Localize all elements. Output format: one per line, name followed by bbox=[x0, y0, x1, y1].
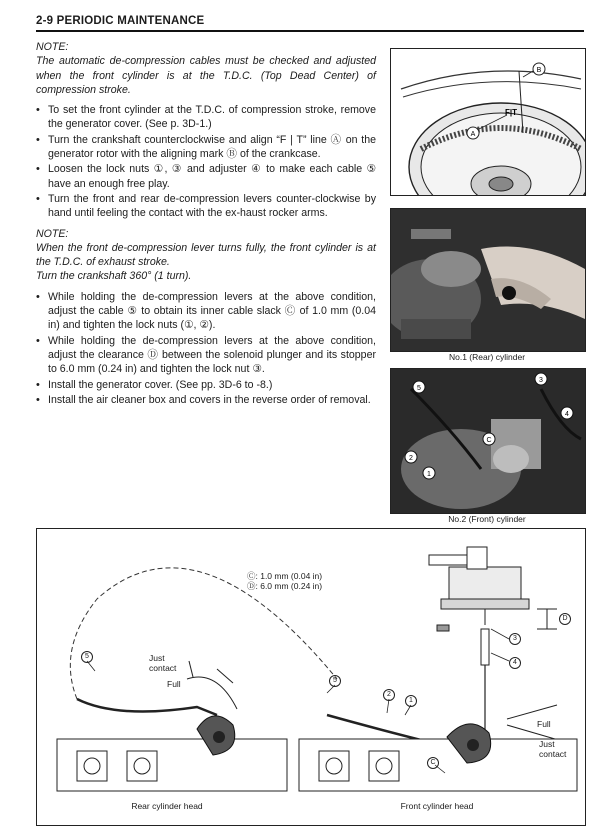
callout-5: 5 bbox=[417, 385, 421, 392]
callout-5-front: 5 bbox=[329, 675, 341, 687]
callout-3: 3 bbox=[539, 377, 543, 384]
callout-c: C bbox=[486, 437, 492, 444]
procedure-step: • Install the air cleaner box and covers in the reverse order of removal. bbox=[36, 393, 376, 407]
photo-caption: No.2 (Front) cylinder bbox=[448, 514, 526, 524]
procedure-step: • To set the front cylinder at the T.D.C. of compression stroke, remove the generator cover. (See p. 3D-1.) bbox=[36, 103, 376, 132]
spec-c: Ⓒ: 1.0 mm (0.04 in) bbox=[247, 571, 323, 581]
rotor-drawing bbox=[391, 49, 585, 195]
note-text: Turn the crankshaft 360° (1 turn). bbox=[36, 270, 192, 283]
callout-b: B bbox=[536, 67, 542, 74]
note-heading: NOTE: bbox=[36, 41, 69, 53]
note-text: When the front de-compression lever turns fully, the front cylinder is at the T.D.C. of exhaust stroke. bbox=[36, 241, 376, 269]
callout-3: 3 bbox=[509, 633, 521, 645]
front-head-caption: Front cylinder head bbox=[400, 801, 474, 811]
rotor-marking: F|T bbox=[505, 108, 518, 117]
callout-2: 2 bbox=[383, 689, 395, 701]
callout-4: 4 bbox=[565, 411, 569, 418]
procedure-step: • Turn the crankshaft counterclockwise and align “F | T” line Ⓐ on the generator rotor with the aligning mark Ⓑ of the crankcase. bbox=[36, 133, 376, 162]
procedure-step: • Loosen the lock nuts ①, ③ and adjuster ④ to make each cable ⑤ have an enough free play. bbox=[36, 162, 376, 191]
just-contact-front-label: Just contact bbox=[539, 739, 567, 759]
rear-head-caption: Rear cylinder head bbox=[131, 801, 203, 811]
callout-c: C bbox=[427, 757, 439, 769]
just-contact-rear-label: Just contact bbox=[149, 653, 177, 673]
generator-rotor-illustration bbox=[390, 48, 586, 196]
note-heading: NOTE: bbox=[36, 227, 69, 240]
callout-d: D bbox=[559, 613, 571, 625]
procedure-step: • While holding the de-compression levers at the above condition, adjust the cable ⑤ to obtain its inner cable slack Ⓒ of 1.0 mm (0.04 in) and tighten the lock nuts (①, ②). bbox=[36, 290, 376, 333]
photo-caption: No.1 (Rear) cylinder bbox=[448, 352, 526, 362]
note-text: The automatic de-compression cables must be checked and adjusted when the front cylinder is at the T.D.C. (Top Dead Center) of compression stroke. bbox=[36, 55, 376, 96]
front-cylinder-photo-drawing bbox=[391, 369, 585, 513]
procedure-list bbox=[36, 103, 376, 220]
full-rear-label: Full bbox=[167, 679, 181, 689]
procedure-step: • Turn the front and rear de-compression levers counter-clockwise by hand until feeling the contact with the ex-haust rocker arms. bbox=[36, 192, 376, 221]
callout-4: 4 bbox=[509, 657, 521, 669]
procedure-list bbox=[36, 290, 376, 407]
front-cylinder-photo bbox=[390, 368, 586, 514]
text-column bbox=[36, 40, 376, 413]
full-front-label: Full bbox=[537, 719, 551, 729]
procedure-step: • While holding the de-compression levers at the above condition, adjust the clearance Ⓓ between the solenoid plunger and its stopper to 6.0 mm (0.24 in) and tighten the lock nut ③. bbox=[36, 334, 376, 377]
callout-a: A bbox=[470, 131, 476, 138]
decompression-cable-diagram bbox=[36, 528, 586, 826]
callout-1: 1 bbox=[405, 695, 417, 707]
page-header bbox=[36, 10, 584, 32]
rear-cylinder-photo bbox=[390, 208, 586, 352]
procedure-step: • Install the generator cover. (See pp. 3D-6 to -8.) bbox=[36, 378, 376, 392]
callout-2: 2 bbox=[409, 455, 413, 462]
page-header-title: 2-9 PERIODIC MAINTENANCE bbox=[36, 15, 205, 27]
rear-cylinder-photo-drawing bbox=[391, 209, 585, 351]
spec-d: Ⓓ: 6.0 mm (0.24 in) bbox=[247, 581, 323, 591]
callout-1: 1 bbox=[427, 471, 431, 478]
callout-5-rear: 5 bbox=[81, 651, 93, 663]
